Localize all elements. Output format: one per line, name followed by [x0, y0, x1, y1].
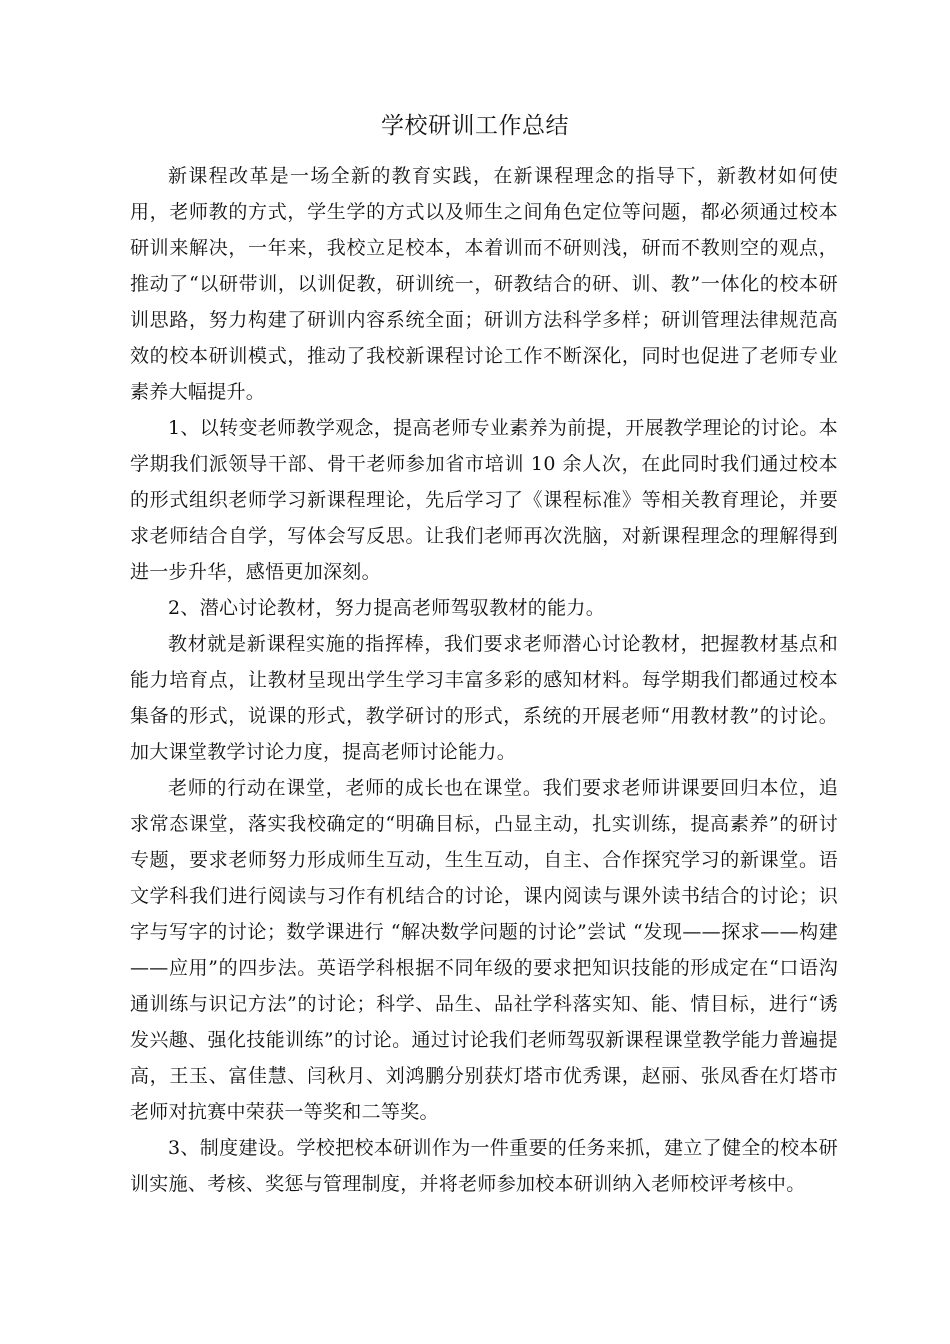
paragraph-section-3: 3、制度建设。学校把校本研训作为一件重要的任务来抓，建立了健全的校本研训实施、考核、奖惩与管理制度，并将老师参加校本研训纳入老师校评考核中。 [130, 1137, 838, 1195]
paragraph-section-2-heading: 2、潜心讨论教材，努力提高老师驾驭教材的能力。 [168, 597, 605, 619]
paragraph-intro: 新课程改革是一场全新的教育实践，在新课程理念的指导下，新教材如何使用，老师教的方式，学生学的方式以及师生之间角色定位等问题，都必须通过校本研训来解决，一年来，我校立足校本，本着训而不研则浅，研而不教则空的观点，推动了“以研带训，以训促教，研训统一，研教结合的研、训、教”一体化的校本研训思路，努力构建了研训内容系统全面；研训方法科学多样；研训管理法律规范高效的校本研训模式，推动了我校新课程讨论工作不断深化，同时也促进了老师专业素养大幅提升。 [130, 165, 838, 403]
document-title: 学校研训工作总结 [381, 113, 569, 139]
paragraph-section-2-body: 教材就是新课程实施的指挥棒，我们要求老师潜心讨论教材，把握教材基点和能力培育点，让教材呈现出学生学习丰富多彩的感知材料。每学期我们都通过校本集备的形式，说课的形式，教学研讨的形式，系统的开展老师“用教材教”的讨论。加大课堂教学讨论力度，提高老师讨论能力。 [130, 633, 838, 763]
document-body [130, 158, 838, 1202]
paragraph-section-1: 1、以转变老师教学观念，提高老师专业素养为前提，开展教学理论的讨论。本学期我们派领导干部、骨干老师参加省市培训 10 余人次，在此同时我们通过校本的形式组织老师学习新课程理论，先后学习了《课程标准》等相关教育理论，并要求老师结合自学，写体会写反思。让我们老师再次洗脑，对新课程理念的理解得到进一步升华，感悟更加深刻。 [130, 417, 838, 583]
paragraph-classroom: 老师的行动在课堂，老师的成长也在课堂。我们要求老师讲课要回归本位，追求常态课堂，落实我校确定的“明确目标，凸显主动，扎实训练，提高素养”的研讨专题，要求老师努力形成师生互动，生生互动，自主、合作探究学习的新课堂。语文学科我们进行阅读与习作有机结合的讨论，课内阅读与课外读书结合的讨论；识字与写字的讨论；数学课进行 “解决数学问题的讨论”尝试 “发现——探求——构建——应用”的四步法。英语学科根据不同年级的要求把知识技能的形成定在“口语沟通训练与识记方法”的讨论；科学、品生、品社学科落实知、能、情目标，进行“诱发兴趣、强化技能训练”的讨论。通过讨论我们老师驾驭新课程课堂教学能力普遍提高，王玉、富佳慧、闫秋月、刘鸿鹏分别获灯塔市优秀课，赵丽、张凤香在灯塔市老师对抗赛中荣获一等奖和二等奖。 [130, 777, 838, 1123]
